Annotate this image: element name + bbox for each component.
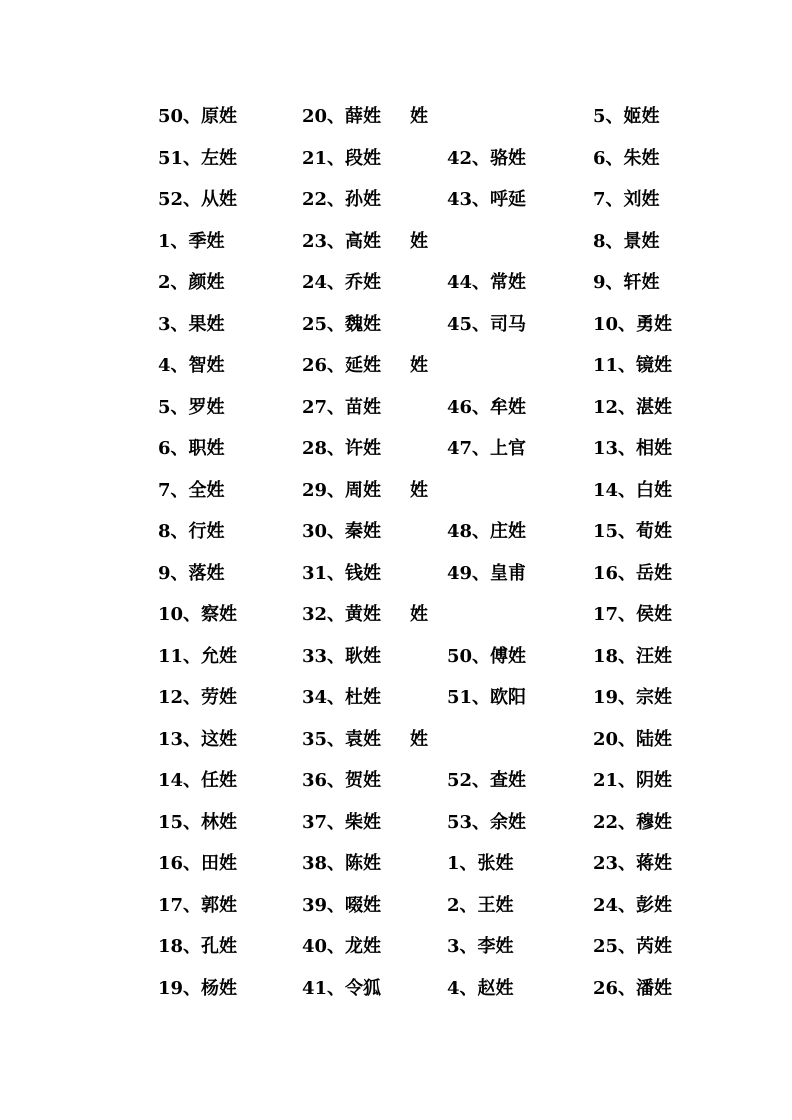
col-1-entry: 15、林姓 [158,811,238,833]
col-1-entry: 5、罗姓 [158,396,225,418]
col-3-entry: 45、司马 [447,313,527,335]
col-2-suffix: 姓 [410,479,428,501]
col-2-entry: 22、孙姓 [302,189,382,210]
list-row [0,102,792,132]
col-4-entry: 12、湛姓 [593,396,673,418]
col-2-entry: 30、秦姓 [302,521,382,542]
list-row [0,351,792,381]
col-1-entry: 4、智姓 [158,355,225,376]
col-3-entry: 50、傅姓 [447,645,527,667]
col-2-entry: 31、钱姓 [302,562,382,584]
col-2-entry: 40、龙姓 [302,936,382,957]
col-2-entry: 32、黄姓 [302,604,382,625]
col-2-suffix: 姓 [410,728,428,750]
col-2-entry: 28、许姓 [302,438,382,459]
col-3-entry: 43、呼延 [447,189,527,210]
col-3-entry: 1、张姓 [447,853,514,874]
col-1-entry: 12、劳姓 [158,687,238,708]
col-2-entry: 38、陈姓 [302,853,382,874]
col-4-entry: 15、荀姓 [593,521,673,542]
col-2-entry: 36、贺姓 [302,770,382,791]
col-2-entry: 33、耿姓 [302,645,382,667]
list-row [0,683,792,713]
col-3-entry: 52、查姓 [447,770,527,791]
col-4-entry: 17、侯姓 [593,604,673,625]
col-1-entry: 10、察姓 [158,604,238,625]
col-3-entry: 4、赵姓 [447,977,514,999]
col-2-entry: 39、啜姓 [302,894,382,916]
list-row [0,476,792,506]
col-2-entry: 37、柴姓 [302,811,382,833]
col-3-entry: 53、余姓 [447,811,527,833]
list-row [0,144,792,174]
col-1-entry: 18、孔姓 [158,936,238,957]
col-2-entry: 29、周姓 [302,479,382,501]
col-4-entry: 8、景姓 [593,230,660,252]
col-3-entry: 51、欧阳 [447,687,527,708]
col-4-entry: 18、汪姓 [593,645,673,667]
list-row [0,310,792,340]
col-1-entry: 3、果姓 [158,313,225,335]
list-row [0,642,792,672]
col-1-entry: 1、季姓 [158,230,225,252]
col-3-entry: 49、皇甫 [447,562,527,584]
col-4-entry: 7、刘姓 [593,189,660,210]
col-1-entry: 6、职姓 [158,438,225,459]
list-row [0,932,792,962]
col-4-entry: 5、姬姓 [593,106,660,127]
col-2-entry: 34、杜姓 [302,687,382,708]
col-2-suffix: 姓 [410,230,428,252]
list-row [0,808,792,838]
col-1-entry: 52、从姓 [158,189,238,210]
col-3-entry: 3、李姓 [447,936,514,957]
col-1-entry: 50、原姓 [158,106,238,127]
col-2-entry: 23、高姓 [302,230,382,252]
col-3-entry: 47、上官 [447,438,527,459]
col-4-entry: 13、相姓 [593,438,673,459]
col-4-entry: 20、陆姓 [593,728,673,750]
col-4-entry: 10、勇姓 [593,313,673,335]
col-4-entry: 23、蒋姓 [593,853,673,874]
col-2-entry: 24、乔姓 [302,272,382,293]
list-row [0,974,792,1004]
col-3-entry: 48、庄姓 [447,521,527,542]
list-row [0,393,792,423]
col-4-entry: 22、穆姓 [593,811,673,833]
list-row [0,600,792,630]
list-row [0,849,792,879]
list-row [0,517,792,547]
col-1-entry: 17、郭姓 [158,894,238,916]
col-1-entry: 2、颜姓 [158,272,225,293]
col-4-entry: 16、岳姓 [593,562,673,584]
col-4-entry: 6、朱姓 [593,147,660,169]
list-row [0,434,792,464]
col-4-entry: 24、彭姓 [593,894,673,916]
list-row [0,725,792,755]
col-1-entry: 14、任姓 [158,770,238,791]
col-2-suffix: 姓 [410,355,428,376]
col-2-suffix: 姓 [410,604,428,625]
col-1-entry: 9、落姓 [158,562,225,584]
col-1-entry: 19、杨姓 [158,977,238,999]
col-1-entry: 11、允姓 [158,645,238,667]
col-2-entry: 41、令狐 [302,977,382,999]
list-row [0,227,792,257]
list-row [0,268,792,298]
col-4-entry: 14、白姓 [593,479,673,501]
col-4-entry: 9、轩姓 [593,272,660,293]
col-2-entry: 35、袁姓 [302,728,382,750]
col-3-entry: 42、骆姓 [447,147,527,169]
col-1-entry: 8、行姓 [158,521,225,542]
col-1-entry: 13、这姓 [158,728,238,750]
col-2-entry: 27、苗姓 [302,396,382,418]
col-1-entry: 16、田姓 [158,853,238,874]
col-4-entry: 21、阴姓 [593,770,673,791]
list-row [0,559,792,589]
col-1-entry: 51、左姓 [158,147,238,169]
col-4-entry: 11、镜姓 [593,355,673,376]
col-3-entry: 44、常姓 [447,272,527,293]
col-2-entry: 25、魏姓 [302,313,382,335]
col-1-entry: 7、全姓 [158,479,225,501]
col-3-entry: 46、牟姓 [447,396,527,418]
col-2-entry: 26、延姓 [302,355,382,376]
col-4-entry: 19、宗姓 [593,687,673,708]
col-2-entry: 21、段姓 [302,147,382,169]
list-row [0,185,792,215]
col-3-entry: 2、王姓 [447,894,514,916]
col-2-entry: 20、薛姓 [302,106,382,127]
list-row [0,766,792,796]
col-2-suffix: 姓 [410,106,428,127]
col-4-entry: 25、芮姓 [593,936,673,957]
list-row [0,891,792,921]
col-4-entry: 26、潘姓 [593,977,673,999]
